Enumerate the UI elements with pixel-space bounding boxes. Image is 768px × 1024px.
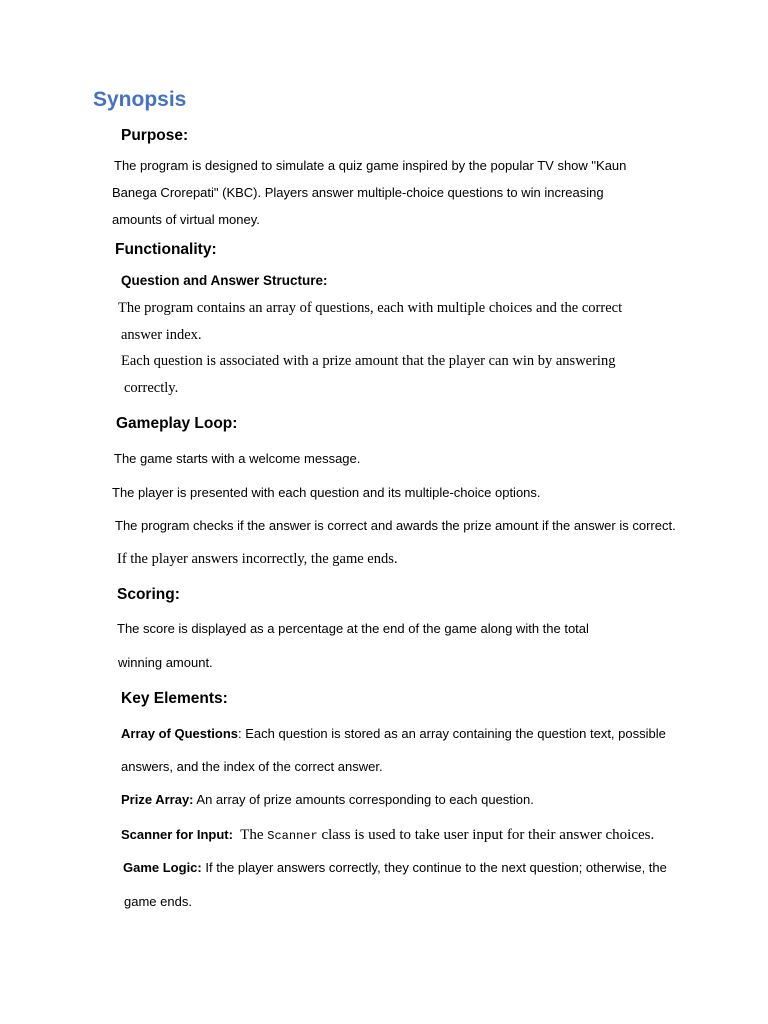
scoring-line: winning amount.	[118, 655, 213, 670]
key-element-text: If the player answers correctly, they continue to the next question; otherwise, the	[201, 860, 667, 875]
gameplay-line: If the player answers incorrectly, the game ends.	[117, 551, 398, 567]
gameplay-line: The game starts with a welcome message.	[114, 451, 361, 466]
qa-structure-subheading: Question and Answer Structure:	[121, 273, 328, 288]
key-element-text: The	[232, 827, 268, 843]
scanner-code: Scanner	[267, 829, 318, 843]
gameplay-line: The program checks if the answer is correct and awards the prize amount if the answer is correct.	[115, 518, 676, 533]
purpose-line: Banega Crorepati" (KBC). Players answer multiple-choice questions to win increasing	[112, 185, 604, 200]
gameplay-line: The player is presented with each question and its multiple-choice options.	[112, 485, 541, 500]
key-element-text: An array of prize amounts corresponding to each question.	[193, 792, 534, 807]
key-element-text: game ends.	[124, 894, 192, 909]
functionality-heading: Functionality:	[115, 241, 217, 258]
key-element-label: Prize Array:	[121, 792, 194, 807]
purpose-heading: Purpose:	[121, 127, 189, 144]
key-element-prize-array	[121, 792, 534, 807]
key-element-label: Game Logic:	[123, 860, 202, 875]
key-element-array-of-questions	[121, 726, 666, 741]
key-element-scanner	[121, 826, 654, 844]
functionality-line: Each question is associated with a prize amount that the player can win by answering	[121, 353, 616, 369]
scoring-heading: Scoring:	[117, 586, 180, 603]
key-element-game-logic	[123, 860, 667, 875]
key-elements-heading: Key Elements:	[121, 690, 228, 707]
key-element-text: class is used to take user input for their answer choices.	[317, 827, 655, 843]
purpose-line: amounts of virtual money.	[112, 212, 260, 227]
key-element-text: : Each question is stored as an array containing the question text, possible	[238, 726, 666, 741]
functionality-line: correctly.	[124, 380, 179, 396]
key-element-text: answers, and the index of the correct answer.	[121, 759, 383, 774]
functionality-line: answer index.	[121, 327, 202, 343]
scoring-line: The score is displayed as a percentage at the end of the game along with the total	[117, 621, 589, 636]
key-element-label: Array of Questions	[121, 726, 239, 741]
purpose-line: The program is designed to simulate a quiz game inspired by the popular TV show "Kaun	[114, 158, 627, 173]
gameplay-heading: Gameplay Loop:	[116, 415, 238, 432]
functionality-line: The program contains an array of questions, each with multiple choices and the correct	[118, 300, 623, 316]
key-element-label: Scanner for Input:	[121, 827, 233, 842]
page-title: Synopsis	[93, 88, 187, 111]
